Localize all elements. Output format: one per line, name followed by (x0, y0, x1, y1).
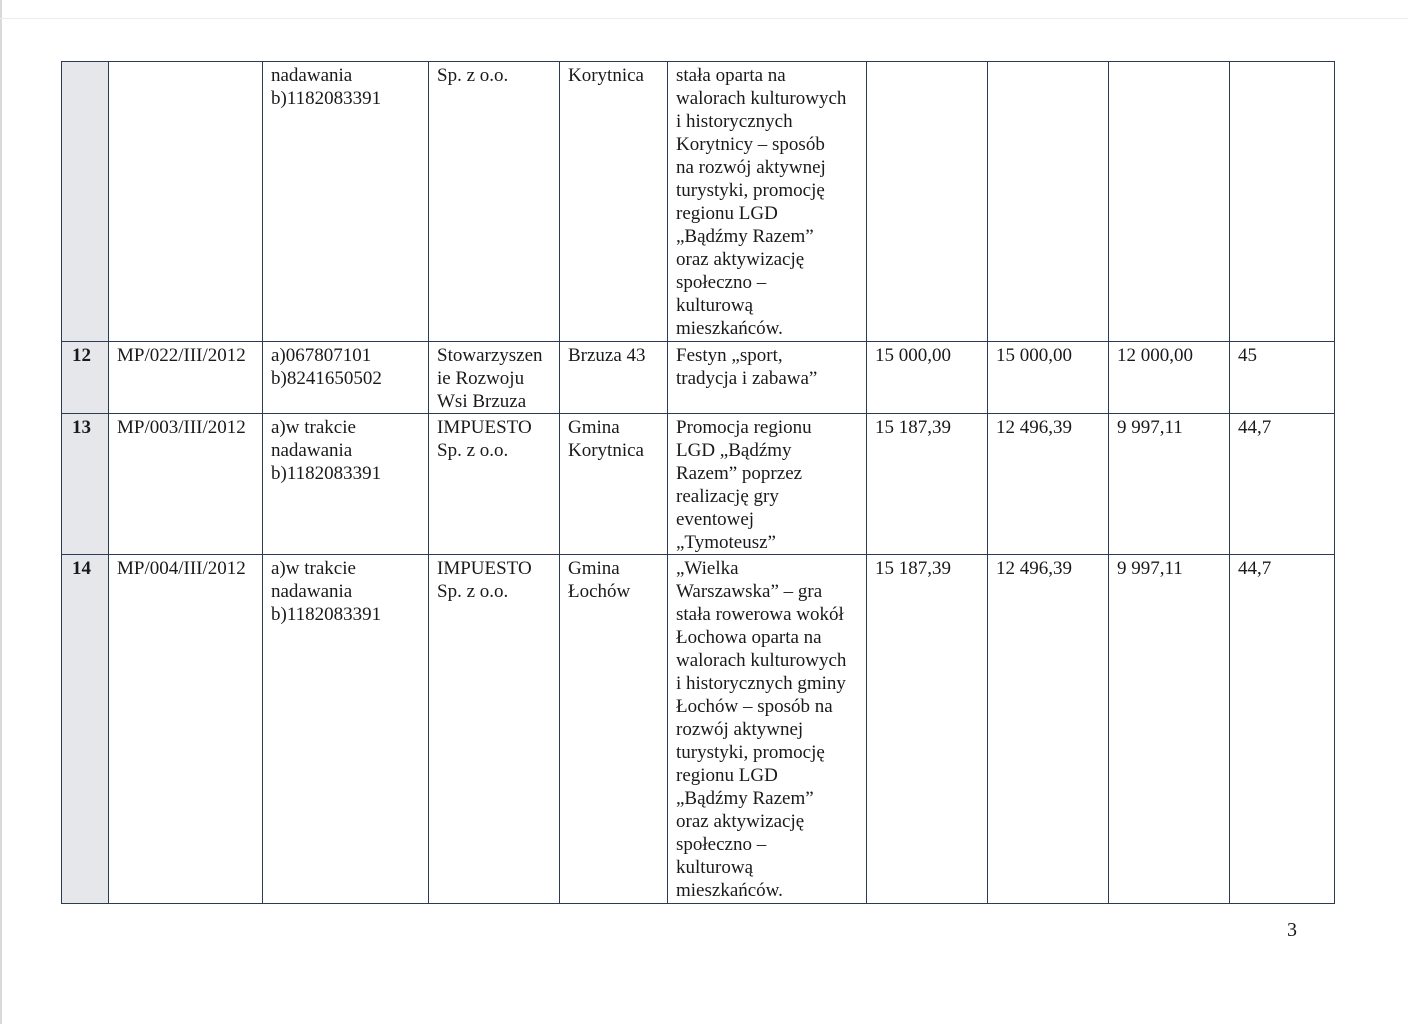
eligible-cost-cell: 15 000,00 (988, 342, 1109, 414)
applicant-cell: Stowarzyszen ie Rozwoju Wsi Brzuza (429, 342, 560, 414)
projects-table (61, 61, 1335, 904)
applicant-cell: Sp. z o.o. (429, 62, 560, 342)
applicant-cell: IMPUESTO Sp. z o.o. (429, 555, 560, 904)
eligible-cost-cell: 12 496,39 (988, 414, 1109, 555)
location-cell: Brzuza 43 (560, 342, 668, 414)
total-cost-cell (867, 62, 988, 342)
location-cell: Korytnica (560, 62, 668, 342)
points-cell: 45 (1230, 342, 1335, 414)
grant-amount-cell: 12 000,00 (1109, 342, 1230, 414)
nip-cell: nadawania b)1182083391 (263, 62, 429, 342)
project-title-cell: „Wielka Warszawska” – gra stała rowerowa wokół Łochowa oparta na walorach kulturowych i historycznych gminy Łochów – sposób na rozwój aktywnej turystyki, promocję regionu LGD „Bądźmy Razem” oraz aktywizację społeczno – kulturową mieszkańców. (668, 555, 867, 904)
scan-edge-left (0, 0, 2, 1024)
eligible-cost-cell (988, 62, 1109, 342)
eligible-cost-cell: 12 496,39 (988, 555, 1109, 904)
row-number-cell (62, 62, 109, 342)
project-title-cell: Festyn „sport, tradycja i zabawa” (668, 342, 867, 414)
table-row (62, 555, 1335, 904)
grant-amount-cell: 9 997,11 (1109, 555, 1230, 904)
points-cell: 44,7 (1230, 414, 1335, 555)
points-cell: 44,7 (1230, 555, 1335, 904)
reference-cell: MP/003/III/2012 (109, 414, 263, 555)
page-number: 3 (1287, 919, 1297, 941)
reference-cell: MP/022/III/2012 (109, 342, 263, 414)
reference-cell: MP/004/III/2012 (109, 555, 263, 904)
applicant-cell: IMPUESTO Sp. z o.o. (429, 414, 560, 555)
location-cell: Gmina Korytnica (560, 414, 668, 555)
location-cell: Gmina Łochów (560, 555, 668, 904)
project-title-cell: stała oparta na walorach kulturowych i historycznych Korytnicy – sposób na rozwój aktywnej turystyki, promocję regionu LGD „Bądźmy Razem” oraz aktywizację społeczno – kulturową mieszkańców. (668, 62, 867, 342)
row-number-cell: 13 (62, 414, 109, 555)
table-row (62, 62, 1335, 342)
row-number-cell: 12 (62, 342, 109, 414)
nip-cell: a)w trakcie nadawania b)1182083391 (263, 414, 429, 555)
table-row (62, 342, 1335, 414)
total-cost-cell: 15 000,00 (867, 342, 988, 414)
scan-edge-top (0, 18, 1408, 19)
table-row (62, 414, 1335, 555)
nip-cell: a)067807101 b)8241650502 (263, 342, 429, 414)
reference-cell (109, 62, 263, 342)
total-cost-cell: 15 187,39 (867, 414, 988, 555)
grant-amount-cell (1109, 62, 1230, 342)
row-number-cell: 14 (62, 555, 109, 904)
nip-cell: a)w trakcie nadawania b)1182083391 (263, 555, 429, 904)
project-title-cell: Promocja regionu LGD „Bądźmy Razem” poprzez realizację gry eventowej „Tymoteusz” (668, 414, 867, 555)
total-cost-cell: 15 187,39 (867, 555, 988, 904)
grant-amount-cell: 9 997,11 (1109, 414, 1230, 555)
points-cell (1230, 62, 1335, 342)
